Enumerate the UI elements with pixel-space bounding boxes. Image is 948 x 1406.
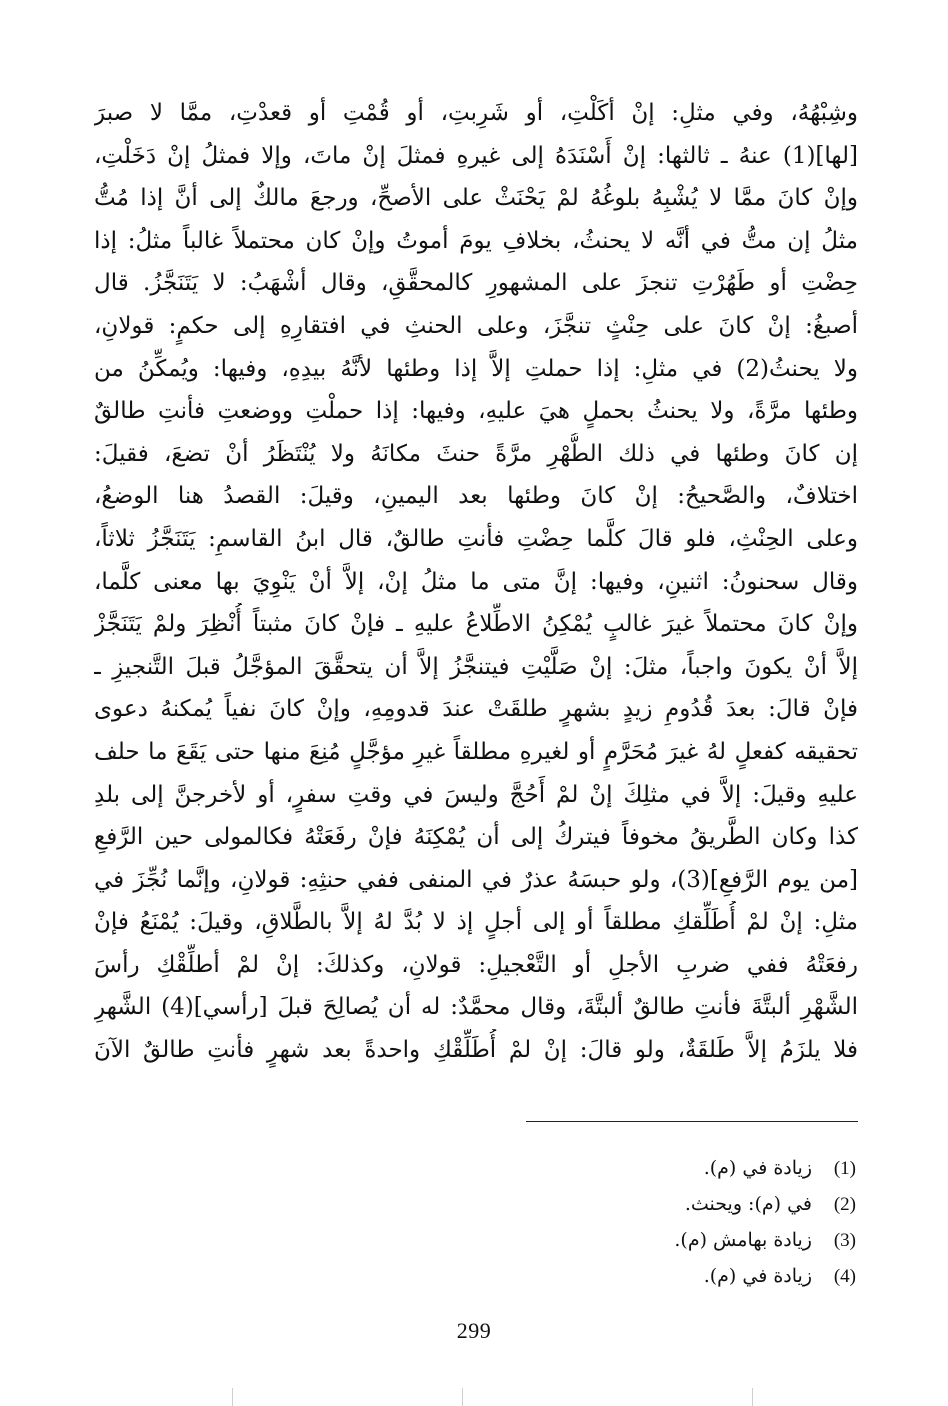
text-line: ولا يحنثُ(2) في مثلِ: إذا حملتِ إلاَّ إذا وطئها لأنَّهُ بيدِهِ، وفيها: ويُمكِّنُ من xyxy=(94,355,858,382)
page-number: 299 xyxy=(456,1318,492,1343)
footnote-item xyxy=(436,1150,856,1186)
text-line: وإنْ كانَ ممَّا لا يُشْبِهُ بلوغُهُ لمْ يَحْنَثْ على الأصحِّ، ورجعَ مالكٌ إلى أنَّ إذا مُتُّ xyxy=(94,185,858,212)
text-line: مثلُ إن متُّ في أنَّه لا يحنثُ، بخلافِ يومَ أموتُ وإنْ كان محتملاً غالباً مثلُ: إذا xyxy=(94,227,858,254)
footnote-text: زيادة بهامش (م). xyxy=(674,1229,812,1251)
text-line: كذا وكان الطَّريقُ مخوفاً فيتركُ إلى أن يُمْكِنَهُ فإنْ رفَعَتْهُ فكالمولى حين الرَّفعِ xyxy=(94,824,858,851)
text-line: وعلى الحِنْثِ، فلو قالَ كلَّما حِضْتِ فأنتِ طالقٌ، قال ابنُ القاسمِ: يَتَنَجَّزُ ثلاثاً، xyxy=(94,525,858,552)
text-line: إن كانَ وطئها في ذلك الطُّهْرِ مرَّةً حنثَ مكانَهُ ولا يُنْتَظَرُ أنْ تضعَ، فقيلَ: xyxy=(94,440,858,467)
text-line: أصبغُ: إنْ كانَ على حِنْثٍ تنجَّزَ، وعلى الحنثِ في افتقارِهِ إلى حكمٍ: قولانِ، xyxy=(94,312,858,339)
scan-edge-mark xyxy=(462,1388,463,1406)
text-line: فلا يلزَمُ إلاَّ طَلقَةٌ، ولو قالَ: إنْ لمْ أُطَلِّقْكِ واحدةً بعد شهرٍ فأنتِ طالقٌ الآنَ xyxy=(94,1037,858,1064)
text-line: حِضْتِ أو طَهُرْتِ تنجزَ على المشهورِ كالمحقَّقِ، وقال أشْهَبُ: لا يَتَنَجَّزُ. قال xyxy=(94,270,858,297)
text-line: وإنْ كانَ محتملاً غيرَ غالبٍ يُمْكِنُ الاطِّلاعُ عليهِ ـ فإنْ كانَ مثبتاً أُنْظِرَ ولمْ يَتَنَجَّزْ xyxy=(94,611,858,638)
footnote-number: (4) xyxy=(833,1266,856,1287)
text-line: تحقيقه كفعلٍ لهُ غيرَ مُحَرَّمٍ أو لغيرهِ مطلقاً غيرِ مؤجَّلٍ مُنِعَ منها حتى يَقَعَ ما حلف xyxy=(94,738,858,765)
footnote-number: (1) xyxy=(833,1158,856,1179)
footnote-number: (2) xyxy=(833,1194,856,1215)
footnote-text: في (م): ويحنث. xyxy=(684,1193,812,1215)
footnote-separator xyxy=(526,1121,858,1122)
scan-edge-mark xyxy=(232,1388,233,1406)
main-text-body xyxy=(94,92,858,1072)
text-line: [لها](1) عنهُ ـ ثالثها: إنْ أَسْنَدَهُ إلى غيرهِ فمثلَ إنْ ماتَ، وإلا فمثلُ إنْ دَخَلْتِ، xyxy=(94,142,858,169)
text-line: [من يوم الرَّفعِ](3)، ولو حبسَهُ عذرٌ في المنفى ففي حنثِهِ: قولانِ، وإنَّما نُجِّزَ في xyxy=(94,866,858,893)
footnote-number: (3) xyxy=(833,1230,856,1251)
footnote-item xyxy=(436,1186,856,1222)
text-line: إلاَّ أنْ يكونَ واجباً، مثلَ: إنْ صَلَّيْتِ فيتنجَّزُ إلاَّ أن يتحقَّقَ المؤجَّلُ قبلَ التَّنجيزِ ـ xyxy=(94,653,858,680)
scan-edge-mark xyxy=(752,1388,753,1406)
text-line: الشَّهْرِ ألبتَّةَ فأنتِ طالقٌ ألبتَّةَ، وقال محمَّدٌ: له أن يُصالِحَ قبلَ [رأسي](4) الشَّهرِ xyxy=(94,994,858,1021)
text-line: فإنْ قالَ: بعدَ قُدُومِ زيدٍ بشهرٍ طلقَتْ عندَ قدومِهِ، وإنْ كانَ نفياً يُمكنهُ دعوى xyxy=(94,696,858,723)
text-line: رفعَتْهُ ففي ضربِ الأجلِ أو التَّعْجيلِ: قولانِ، وكذلكَ: إنْ لمْ أطلِّقْكِ رأسَ xyxy=(94,951,858,978)
footnote-text: زيادة في (م). xyxy=(703,1265,812,1287)
text-line: اختلافٌ، والصَّحيحُ: إنْ كانَ وطئها بعد اليمينِ، وقيلَ: القصدُ هنا الوضعُ، xyxy=(94,483,858,510)
text-line: وقال سحنونُ: اثنينِ، وفيها: إنَّ متى ما مثلُ إنْ، إلاَّ أنْ يَنْوِيَ بها معنى كلَّما، xyxy=(94,568,858,595)
text-line: مثلِ: إنْ لمْ أُطَلِّقكِ مطلقاً أو إلى أجلٍ إذ لا بُدَّ لهُ إلاَّ بالطَّلاقِ، وقيلَ: يُمْنَعُ فإنْ xyxy=(94,909,858,936)
footnote-text: زيادة في (م). xyxy=(703,1157,812,1179)
text-line: عليهِ وقيلَ: إلاَّ في مثلِكَ إنْ لمْ أَحُجَّ وليسَ في وقتِ سفرٍ، أو لأخرجنَّ إلى بلدِ xyxy=(94,781,858,808)
text-line: وشِبْهُهُ، وفي مثلِ: إنْ أكَلْتِ، أو شَرِبتِ، أو قُمْتِ أو قعدْتِ، ممَّا لا صبرَ xyxy=(94,100,858,126)
footnotes xyxy=(436,1150,856,1294)
text-line: وطئها مرَّةً، ولا يحنثُ بحملٍ هيَ عليهِ، وفيها: إذا حملْتِ ووضعتِ فأنتِ طالقٌ xyxy=(94,398,858,425)
footnote-item xyxy=(436,1222,856,1258)
footnote-item xyxy=(436,1258,856,1294)
